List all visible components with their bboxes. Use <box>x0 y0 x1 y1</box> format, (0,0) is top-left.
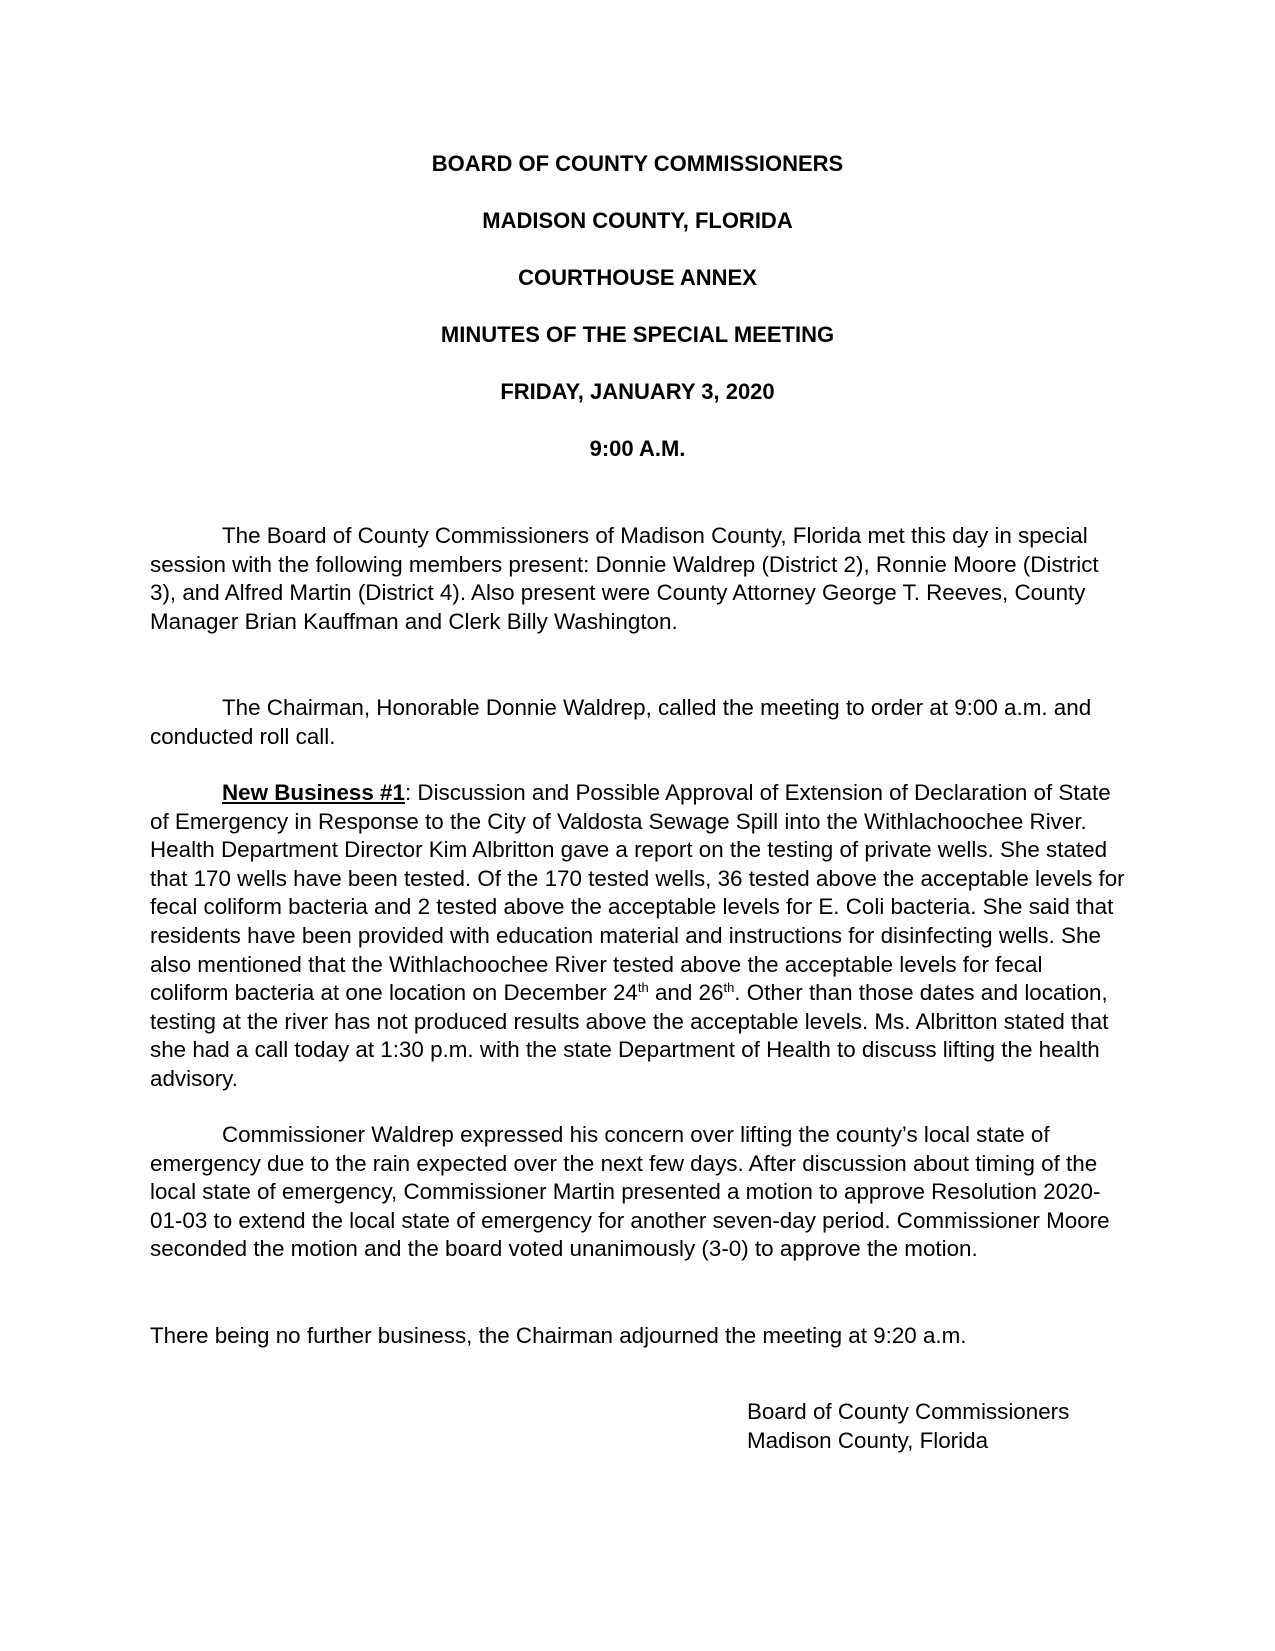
new-business-label: New Business #1 <box>222 780 405 805</box>
new-business-text-2: and 26 <box>648 980 724 1006</box>
header-date: FRIDAY, JANUARY 3, 2020 <box>500 379 775 404</box>
new-business-text-1: Discussion and Possible Approval of Extension of Declaration of State of Emergency in Response to the City of Valdosta Sewage Spill into the Withlachoochee River. Health Department Director Kim Albritton gave a report on the testing of private wells. She stated that 170 wells have been tested. Of the 170 tested wells, 36 tested above the acceptable levels for fecal coliform bacteria and 2 tested above the acceptable levels for E. Coli bacteria. She said that residents have been provided with education material and instructions for disinfecting wells. She also mentioned that the Withlachoochee River tested above the acceptable levels for fecal coliform bacteria at one location on December 24 <box>150 780 1125 1006</box>
header-time: 9:00 A.M. <box>589 436 686 461</box>
attendance-paragraph <box>150 522 1125 636</box>
call-to-order-text: The Chairman, Honorable Donnie Waldrep, called the meeting to order at 9:00 a.m. and conducted roll call. <box>150 695 1092 749</box>
new-business-text-3: . Other than those dates and location, testing at the river has not produced results above the acceptable levels. Ms. Albritton stated that she had a call today at 1:30 p.m. with the state Department of Health to discuss lifting the health advisory. <box>150 980 1109 1091</box>
signature-line-county: Madison County, Florida <box>747 1428 989 1453</box>
ordinal-suffix: th <box>723 980 735 996</box>
signature-block <box>747 1397 1069 1455</box>
motion-paragraph <box>150 1121 1125 1264</box>
call-to-order-paragraph <box>150 694 1125 751</box>
adjournment-paragraph: There being no further business, the Chairman adjourned the meeting at 9:20 a.m. <box>150 1323 967 1348</box>
signature-line-board: Board of County Commissioners <box>747 1399 1070 1424</box>
header-meeting-type: MINUTES OF THE SPECIAL MEETING <box>440 322 835 347</box>
new-business-paragraph <box>150 779 1125 1094</box>
ordinal-suffix: th <box>637 980 649 996</box>
header-board-title: BOARD OF COUNTY COMMISSIONERS <box>431 151 844 176</box>
new-business-colon: : <box>404 780 412 805</box>
motion-text: Commissioner Waldrep expressed his concern over lifting the county’s local state of emergency due to the rain expected over the next few days. After discussion about timing of the local state of emergency, Commissioner Martin presented a motion to approve Resolution 2020-01-03 to extend the local state of emergency for another seven-day period. Commissioner Moore seconded the motion and the board voted unanimously (3-0) to approve the motion. <box>150 1122 1110 1262</box>
header-county: MADISON COUNTY, FLORIDA <box>482 208 793 233</box>
attendance-text: The Board of County Commissioners of Madison County, Florida met this day in special session with the following members present: Donnie Waldrep (District 2), Ronnie Moore (District 3), and Alfred Martin (District 4). Also present were County Attorney George T. Reeves, County Manager Brian Kauffman and Clerk Billy Washington. <box>150 523 1099 634</box>
header-location: COURTHOUSE ANNEX <box>518 265 757 290</box>
